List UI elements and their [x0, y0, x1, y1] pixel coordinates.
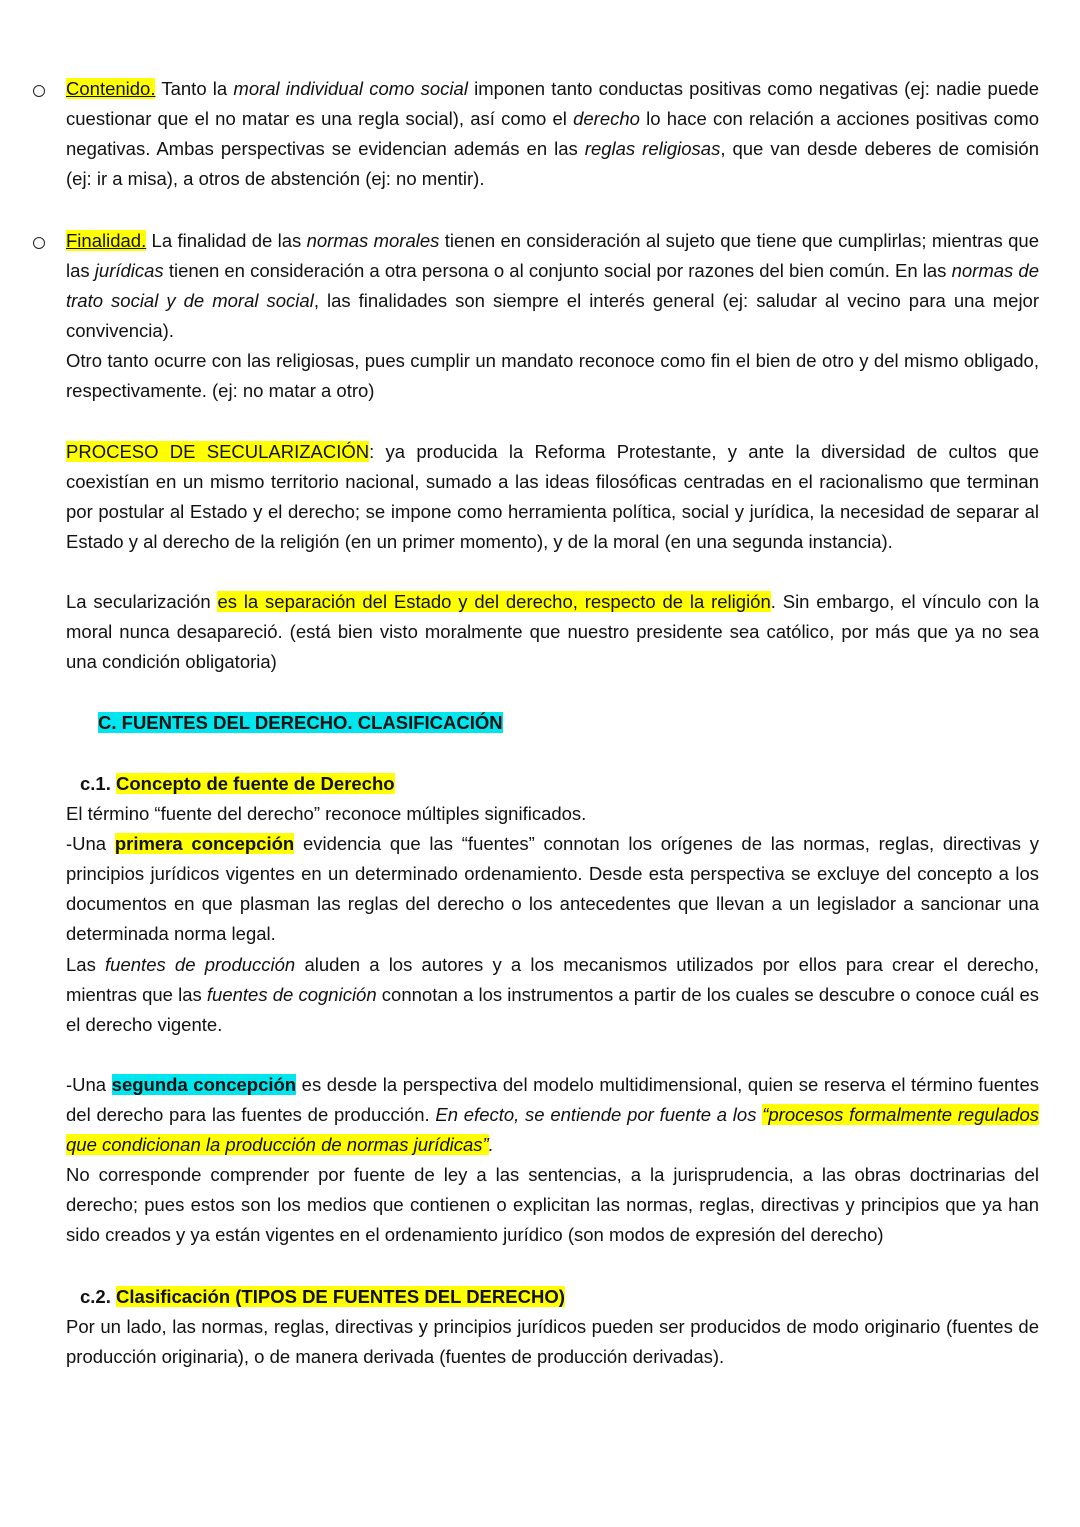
c1-title: Concepto de fuente de Derecho	[116, 773, 395, 794]
italic-span: normas de trato social y de moral social	[66, 260, 1039, 311]
section-c-title: C. FUENTES DEL DERECHO. CLASIFICACIÓN	[98, 712, 503, 733]
secularizacion-paragraph-2	[66, 587, 1039, 677]
c1-paragraph-4: No corresponde comprender por fuente de ley a las sentencias, a la jurisprudencia, a las obras doctrinarias del derecho; pues estos son los medios que contienen o explicitan las normas, reglas, directivas y principios que ya han sido creados y ya están vigentes en el ordenamiento jurídico (son modos de expresión del derecho)	[66, 1164, 1039, 1245]
text-span: Las	[66, 954, 106, 975]
text-span: tienen en consideración a otra persona o al conjunto social por razones del bien común. En las	[163, 260, 952, 281]
text-span: tienen en consideración al sujeto que tiene que cumplirlas; mientras que las	[66, 230, 1039, 281]
secularizacion-paragraph	[66, 437, 1039, 557]
text-span: connotan a los instrumentos a partir de los cuales se descubre o conoce cuál es el derecho vigente.	[66, 984, 1040, 1035]
contenido-label: Contenido.	[66, 78, 156, 99]
text-span: es desde la perspectiva del modelo multidimensional, quien se reserva el término fuentes del derecho para las fuentes de producción.	[66, 1074, 1039, 1125]
italic-span: .	[488, 1134, 494, 1155]
italic-span: fuentes de producción	[105, 954, 296, 975]
text-span: lo hace con relación a acciones positivas como negativas. Ambas perspectivas se evidencian además en las	[66, 108, 1039, 159]
c2-heading	[80, 1282, 565, 1312]
bullet-circle-icon	[33, 85, 45, 97]
c1-heading	[80, 769, 395, 799]
finalidad-label: Finalidad.	[66, 230, 147, 251]
c1-number: c.1.	[80, 773, 116, 794]
text-span: La secularización	[66, 591, 218, 612]
text-span: aluden a los autores y a los mecanismos utilizados por ellos para crear el derecho, mientras que las	[66, 954, 1040, 1005]
text-span: imponen tanto conductas positivas como negativas (ej: nadie puede cuestionar que el no matar es una regla social), así como el	[66, 78, 1039, 129]
italic-span: derecho	[573, 108, 640, 129]
text-span: -Una	[66, 833, 115, 854]
italic-span: moral individual como social	[233, 78, 468, 99]
secularizacion-label: PROCESO DE SECULARIZACIÓN	[66, 441, 370, 462]
highlight-span: primera concepción	[114, 833, 295, 854]
bullet-circle-icon	[33, 237, 45, 249]
c2-title: Clasificación (TIPOS DE FUENTES DEL DERECHO)	[116, 1286, 565, 1307]
c2-paragraph-1: Por un lado, las normas, reglas, directivas y principios jurídicos pueden ser producidos de modo originario (fuentes de producción originaria), o de manera derivada (fuentes de producción derivadas).	[66, 1316, 1039, 1367]
c1-intro: El término “fuente del derecho” reconoce múltiples significados.	[66, 803, 587, 824]
text-span: evidencia que las “fuentes” connotan los orígenes de las normas, reglas, directivas y principios jurídicos vigentes en un determinado ordenamiento. Desde esta perspectiva se excluye del concepto a los documentos en que plasman las reglas del derecho o los antecedentes que llevan a un legislador a sancionar una determinada norma legal.	[66, 833, 1039, 944]
c1-paragraph-2	[66, 950, 1039, 1040]
italic-span: jurídicas	[94, 260, 164, 281]
text-span: La finalidad de las	[146, 230, 307, 251]
highlight-span: segunda concepción	[111, 1074, 297, 1095]
finalidad-paragraph-2: Otro tanto ocurre con las religiosas, pues cumplir un mandato reconoce como fin el bien de otro y del mismo obligado, respectivamente. (ej: no matar a otro)	[66, 350, 1039, 401]
c1-paragraph-1	[66, 829, 1039, 949]
italic-span: En efecto, se entiende por fuente a los	[435, 1104, 763, 1125]
text-span: -Una	[66, 1074, 112, 1095]
text-span: . Sin embargo, el vínculo con la moral nunca desapareció. (está bien visto moralmente que nuestro presidente sea católico, por más que ya no sea una condición obligatoria)	[66, 591, 1039, 672]
italic-span: normas morales	[306, 230, 440, 251]
italic-span: reglas religiosas	[584, 138, 721, 159]
text-span: : ya producida la Reforma Protestante, y ante la diversidad de cultos que coexistían en un mismo territorio nacional, sumado a las ideas filosóficas centradas en el racionalismo que terminan por postular al Estado y el derecho; se impone como herramienta política, social y jurídica, la necesidad de separar al Estado y al derecho de la religión (en un primer momento), y de la moral (en una segunda instancia).	[66, 441, 1039, 552]
text-span: Tanto la	[155, 78, 234, 99]
text-span: , las finalidades son siempre el interés general (ej: saludar al vecino para una mejor convivencia).	[66, 290, 1040, 341]
finalidad-paragraph	[66, 226, 1039, 346]
section-c-heading	[98, 708, 503, 738]
c1-paragraph-3	[66, 1070, 1039, 1160]
highlight-span: es la separación del Estado y del derecho, respecto de la religión	[217, 591, 771, 612]
italic-span: fuentes de cognición	[206, 984, 377, 1005]
contenido-paragraph	[66, 74, 1039, 194]
c2-number: c.2.	[80, 1286, 116, 1307]
highlight-italic-span: “procesos formalmente regulados que condicionan la producción de normas jurídicas”	[66, 1104, 1040, 1155]
text-span: , que van desde deberes de comisión (ej: ir a misa), a otros de abstención (ej: no mentir).	[66, 138, 1039, 189]
